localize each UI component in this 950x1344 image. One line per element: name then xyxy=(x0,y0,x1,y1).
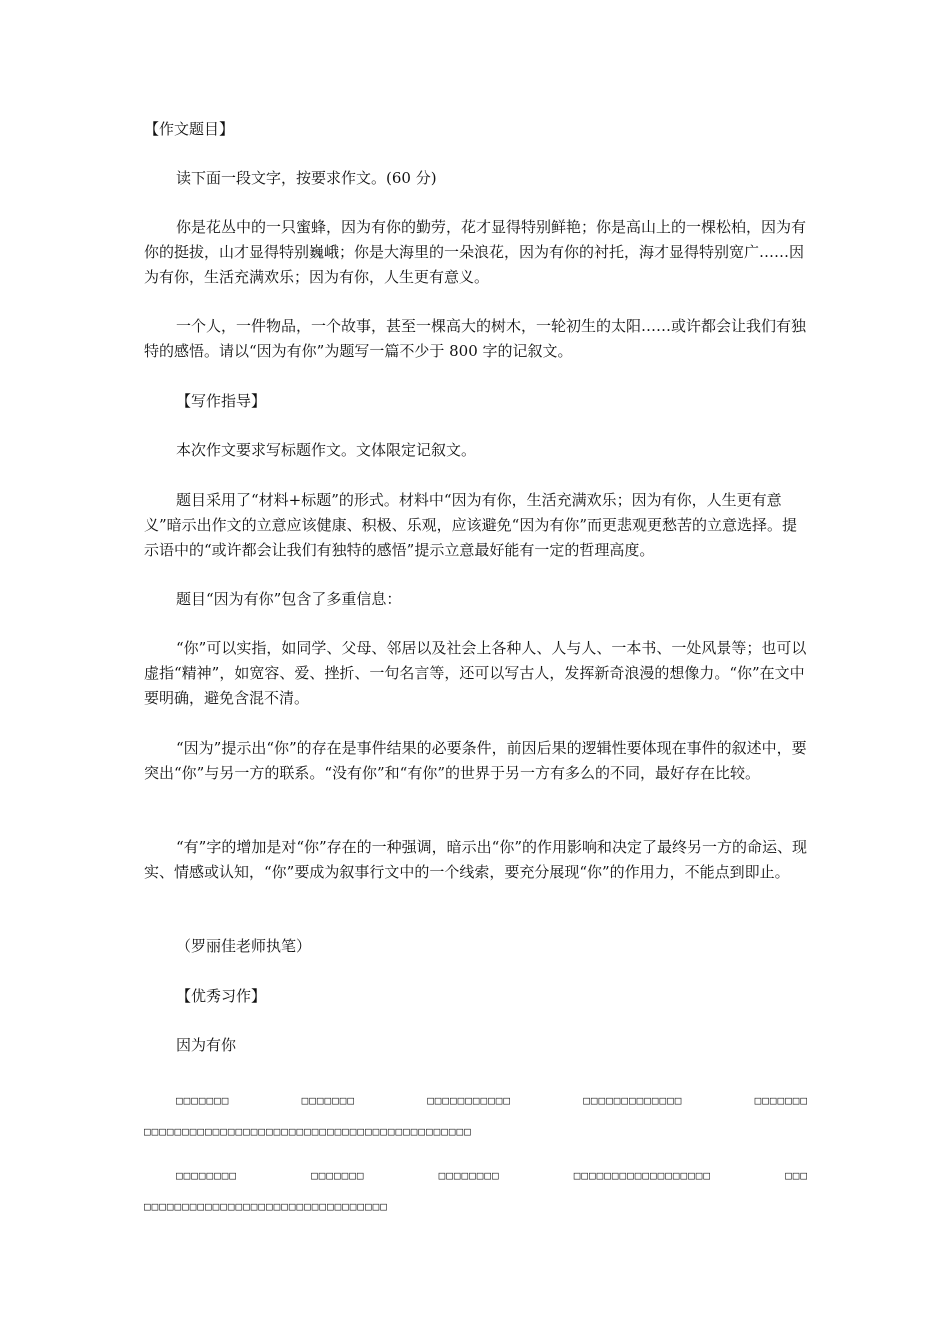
garbled-segment: □□□□□□□□ xyxy=(438,1169,500,1182)
material-paragraph-1: 你是花丛中的一只蜜蜂，因为有你的勤劳，花才显得特别鲜艳；你是高山上的一棵松柏，因为有你的挺拔，山才显得特别巍峨；你是大海里的一朵浪花，因为有你的衬托，海才显得特别宽广……因为有你，生活充满欢乐；因为有你，人生更有意义。 xyxy=(144,218,807,286)
garbled-line: □□□□□□□□□□□□□□□□□□□□□□□□□□□□□□□□□□□□□□□□□□□ xyxy=(144,1125,472,1138)
garbled-segment: □□□□□□□ xyxy=(301,1094,355,1107)
garbled-line xyxy=(144,1163,808,1188)
guide-paragraph-1: 本次作文要求写标题作文。文体限定记叙文。 xyxy=(176,441,477,459)
guide-paragraph-5: “因为”提示出“你”的存在是事件结果的必要条件，前因后果的逻辑性要体现在事件的叙述中，要突出“你”与另一方的联系。“没有你”和“有你”的世界于另一方有多么的不同，最好存在比较。 xyxy=(144,739,807,782)
garbled-segment: □□□□□□□□ xyxy=(176,1169,237,1182)
sample-title: 因为有你 xyxy=(176,1036,237,1054)
guide-paragraph-4: “你”可以实指，如同学、父母、邻居以及社会上各种人、人与人、一本书、一处风景等；也可以虚指“精神”，如宽容、爱、挫折、一句名言等，还可以写古人，发挥新奇浪漫的想像力。“你”在文中要明确，避免含混不清。 xyxy=(144,639,807,707)
garbled-segment: □□□□□□□ xyxy=(176,1094,230,1107)
garbled-segment: □□□□□□□ xyxy=(754,1094,808,1107)
garbled-segment: □□□□□□□ xyxy=(311,1169,365,1182)
guide-paragraph-6: “有”字的增加是对“你”存在的一种强调，暗示出“你”的作用影响和决定了最终另一方的命运、现实、情感或认知，“你”要成为叙事行文中的一个线索，要充分展现“你”的作用力，不能点到即止。 xyxy=(144,838,808,881)
garbled-segment: □□□□□□□□□□□ xyxy=(427,1094,512,1107)
author-credit: （罗丽佳老师执笔） xyxy=(176,937,312,955)
garbled-segment: □□□□□□□□□□□□□□□□□□ xyxy=(573,1169,711,1182)
instruction: 读下面一段文字，按要求作文。(60 分) xyxy=(176,169,437,187)
heading-topic: 【作文题目】 xyxy=(144,120,235,138)
guide-paragraph-3: 题目“因为有你”包含了多重信息： xyxy=(176,590,402,608)
garbled-line xyxy=(144,1088,808,1113)
garbled-paragraph-2 xyxy=(144,1163,808,1219)
heading-sample: 【优秀习作】 xyxy=(176,987,267,1005)
garbled-segment: □□□□□□□□□□□□□ xyxy=(583,1094,683,1107)
garbled-line: □□□□□□□□□□□□□□□□□□□□□□□□□□□□□□□□ xyxy=(144,1200,388,1213)
material-paragraph-2: 一个人，一件物品，一个故事，甚至一棵高大的树木，一轮初生的太阳……或许都会让我们有独特的感悟。请以“因为有你”为题写一篇不少于 800 字的记叙文。 xyxy=(144,317,807,360)
garbled-paragraph-1 xyxy=(144,1088,808,1144)
guide-paragraph-2: 题目采用了“材料+标题”的形式。材料中“因为有你，生活充满欢乐；因为有你，人生更有意义”暗示出作文的立意应该健康、积极、乐观，应该避免“因为有你”而更悲观更愁苦的立意选择。提示语中的“或许都会让我们有独特的感悟”提示立意最好能有一定的哲理高度。 xyxy=(144,491,798,559)
garbled-segment: □□□ xyxy=(785,1169,808,1182)
heading-guide: 【写作指导】 xyxy=(176,392,267,410)
